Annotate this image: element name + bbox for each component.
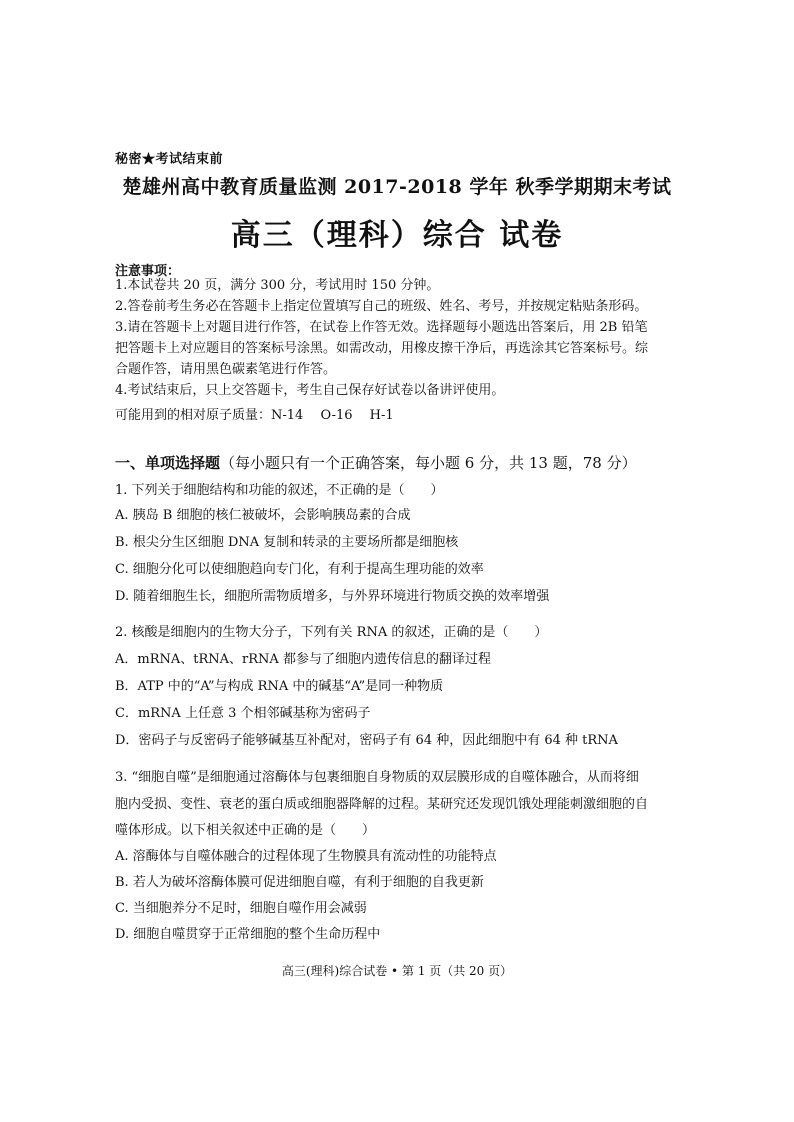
answer-option: C. 当细胞养分不足时，细胞自噬作用会减弱 <box>115 901 367 916</box>
notice-item: 把答题卡上对应题目的答案标号涂黑。如需改动，用橡皮擦干净后，再选涂其它答案标号。综 <box>115 341 649 356</box>
exam-title: 楚雄州高中教育质量监测 2017-2018 学年 秋季学期期末考试 <box>122 176 672 198</box>
answer-option: A. 胰岛 B 细胞的核仁被破坏，会影响胰岛素的合成 <box>115 508 411 523</box>
answer-option: B. 根尖分生区细胞 DNA 复制和转录的主要场所都是细胞核 <box>115 535 459 550</box>
answer-option: A．mRNA、tRNA、rRNA 都参与了细胞内遗传信息的翻译过程 <box>115 652 491 667</box>
answer-option: B．ATP 中的“A”与构成 RNA 中的碱基“A”是同一种物质 <box>115 679 444 694</box>
atomic-mass-line: 可能用到的相对原子质量：N-14 O-16 H-1 <box>115 408 394 423</box>
answer-option: D. 细胞自噬贯穿于正常细胞的整个生命历程中 <box>115 927 381 942</box>
question-stem: 噬体形成。以下相关叙述中正确的是（ ） <box>115 823 376 838</box>
notice-item: 4.考试结束后，只上交答题卡，考生自己保存好试卷以备讲评使用。 <box>115 383 505 398</box>
confidential-label: 秘密★考试结束前 <box>115 152 224 167</box>
answer-option: D. 随着细胞生长，细胞所需物质增多，与外界环境进行物质交换的效率增强 <box>115 589 550 604</box>
notice-heading: 注意事项： <box>115 264 181 279</box>
page-footer: 高三(理科)综合试卷 • 第 1 页（共 20 页） <box>281 964 513 978</box>
notice-item: 2.答卷前考生务必在答题卡上指定位置填写自己的班级、姓名、考号，并按规定粘贴条形码。 <box>115 299 648 314</box>
question-stem: 胞内受损、变性、衰老的蛋白质或细胞器降解的过程。某研究还发现饥饿处理能刺激细胞的自 <box>115 797 649 812</box>
question-stem: 3. “细胞自噬”是细胞通过溶酶体与包裹细胞自身物质的双层膜形成的自噬体融合，从而将细 <box>115 770 639 785</box>
notice-item: 3.请在答题卡上对题目进行作答，在试卷上作答无效。选择题每小题选出答案后，用 2B 铅笔 <box>115 320 648 335</box>
answer-option: A. 溶酶体与自噬体融合的过程体现了生物膜具有流动性的功能特点 <box>115 849 497 864</box>
question-stem: 2. 核酸是细胞内的生物大分子，下列有关 RNA 的叙述，正确的是（ ） <box>115 625 548 640</box>
section-title: 一、单项选择题 <box>115 454 221 472</box>
exam-subtitle: 高三（理科）综合 试卷 <box>230 218 564 253</box>
notice-item: 1.本试卷共 20 页，满分 300 分，考试用时 150 分钟。 <box>115 278 440 293</box>
section-header <box>115 452 637 473</box>
answer-option: C．mRNA 上任意 3 个相邻碱基称为密码子 <box>115 706 371 721</box>
answer-option: C. 细胞分化可以使细胞趋向专门化，有利于提高生理功能的效率 <box>115 562 484 577</box>
answer-option: B. 若人为破坏溶酶体膜可促进细胞自噬，有利于细胞的自我更新 <box>115 875 484 890</box>
notice-item: 合题作答，请用黑色碳素笔进行作答。 <box>115 362 337 377</box>
answer-option: D．密码子与反密码子能够碱基互补配对，密码子有 64 种，因此细胞中有 64 种 tRNA <box>115 733 618 748</box>
question-stem: 1. 下列关于细胞结构和功能的叙述，不正确的是（ ） <box>115 483 444 498</box>
section-description: （每小题只有一个正确答案，每小题 6 分，共 13 题，78 分） <box>220 454 637 472</box>
